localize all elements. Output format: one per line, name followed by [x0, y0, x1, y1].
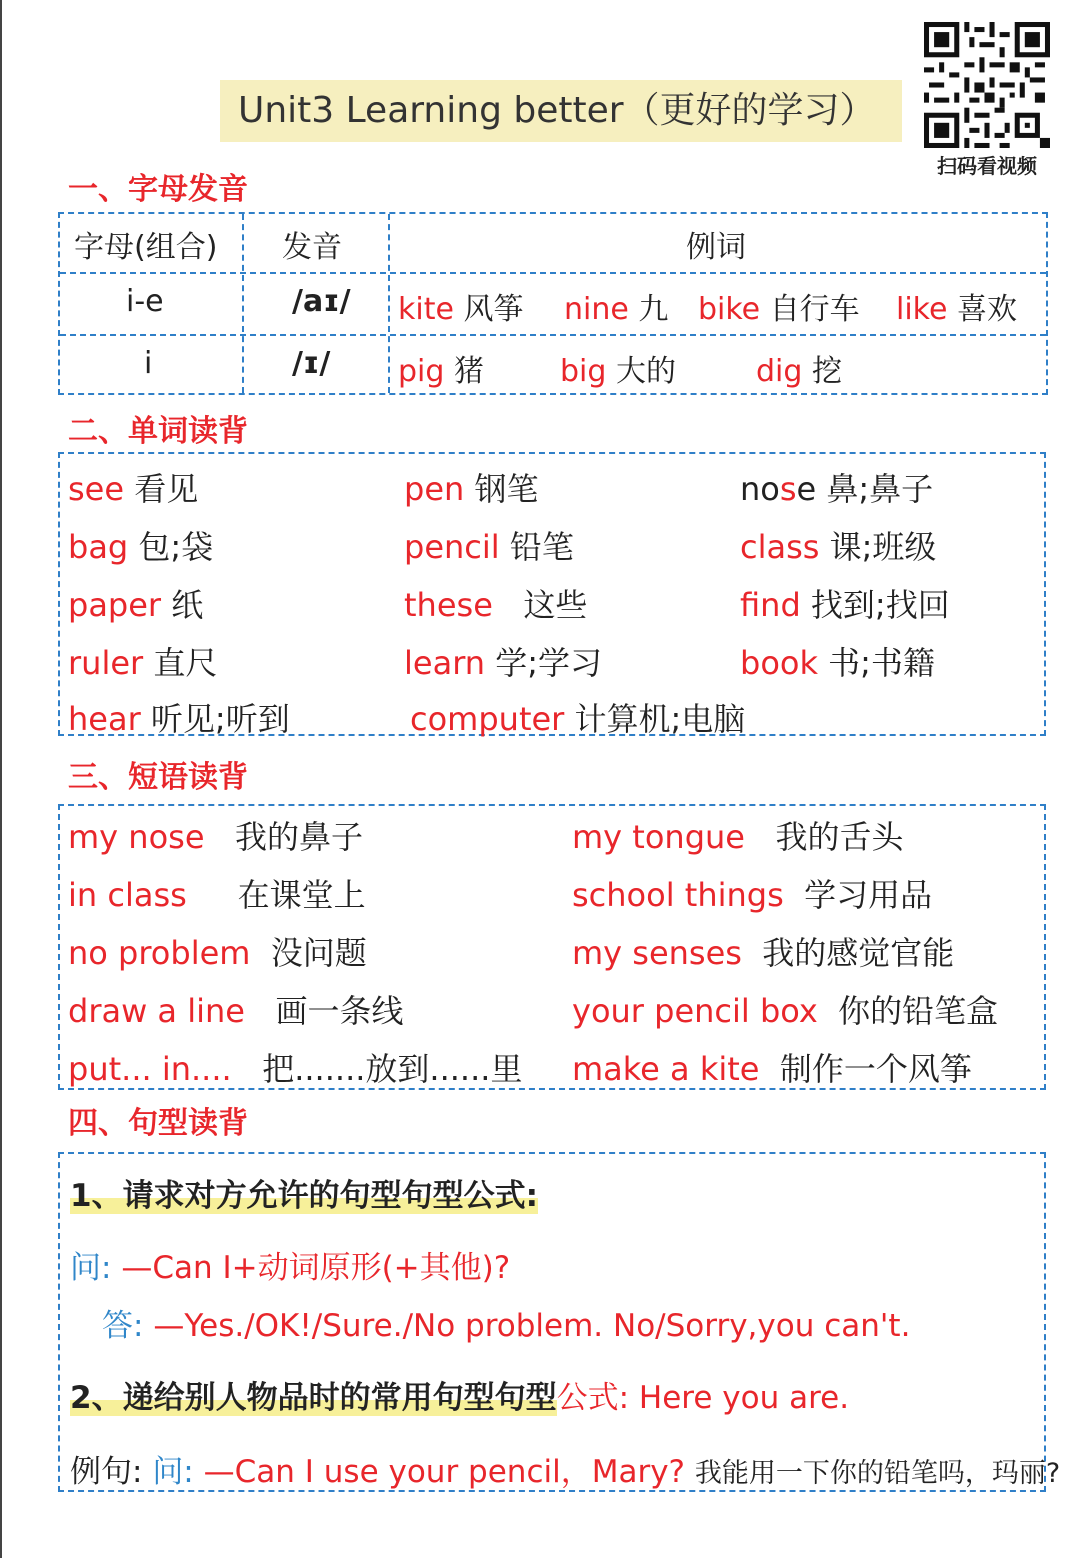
table-divider: [60, 334, 1046, 336]
word-item: book 书;书籍: [740, 644, 935, 682]
word-item: ruler 直尺: [68, 644, 218, 682]
row-letter: i-e: [126, 284, 164, 319]
sentences-box: [58, 1152, 1061, 1492]
phrase-item: no problem 没问题: [68, 934, 367, 972]
phrase-item: in class 在课堂上: [68, 876, 366, 914]
example-word: big 大的: [560, 354, 676, 389]
phrase-item: your pencil box 你的铅笔盒: [572, 992, 999, 1030]
example-word: bike 自行车: [698, 292, 860, 327]
phrase-item: put... in.... 把.......放到......里: [68, 1050, 523, 1088]
section-heading-pronunciation: 一、字母发音: [68, 172, 248, 207]
word-item: bag 包;袋: [68, 528, 214, 566]
example-word: kite 风筝: [398, 292, 524, 327]
word-item: pencil 铅笔: [404, 528, 574, 566]
word-item: see 看见: [68, 470, 199, 508]
word-item: these 这些: [404, 586, 588, 624]
word-item: find 找到;找回: [740, 586, 950, 624]
word-item: nose 鼻;鼻子: [740, 470, 934, 508]
table-divider: [388, 214, 390, 393]
pattern-1-title: 1、请求对方允许的句型句型公式:: [70, 1178, 538, 1214]
section-heading-phrases: 三、短语读背: [68, 760, 248, 795]
word-item: learn 学;学习: [404, 644, 603, 682]
word-item: class 课;班级: [740, 528, 937, 566]
section-heading-words: 二、单词读背: [68, 414, 248, 449]
phrase-item: my senses 我的感觉官能: [572, 934, 955, 972]
example-word: pig 猪: [398, 354, 484, 389]
word-item: paper 纸: [68, 586, 204, 624]
phrase-item: make a kite 制作一个风筝: [572, 1050, 972, 1088]
row-sound: /ɪ/: [292, 346, 331, 381]
example-word: nine 九: [564, 292, 669, 327]
example-sentence: 例句: 问: —Can I use your pencil，Mary? 我能用一下你的铅笔吗，玛丽?: [70, 1454, 1061, 1490]
table-divider: [60, 272, 1046, 274]
col-header-sound: 发音: [282, 230, 342, 265]
example-word: like 喜欢: [896, 292, 1017, 327]
row-sound: /aɪ/: [292, 284, 351, 319]
phrase-item: my tongue 我的舌头: [572, 818, 904, 856]
word-item: pen 钢笔: [404, 470, 539, 508]
answer-formula: 答: —Yes./OK!/Sure./No problem. No/Sorry,you can't.: [102, 1308, 911, 1344]
phrase-item: my nose 我的鼻子: [68, 818, 364, 856]
phonics-table: [58, 212, 1048, 395]
example-word: dig 挖: [756, 354, 842, 389]
qr-code-icon[interactable]: [924, 22, 1050, 148]
pattern-2-title: 2、递给别人物品时的常用句型句型公式: Here you are.: [70, 1380, 850, 1416]
page-title: Unit3 Learning better（更好的学习）: [220, 80, 902, 142]
phrases-box: [58, 804, 1046, 1090]
section-heading-sentences: 四、句型读背: [68, 1106, 248, 1141]
col-header-examples: 例词: [686, 230, 746, 265]
words-box: [58, 452, 1046, 736]
col-header-letter: 字母(组合): [74, 230, 218, 265]
word-item: computer 计算机;电脑: [410, 700, 746, 738]
qr-caption: 扫码看视频: [937, 154, 1037, 178]
word-item: hear 听见;听到: [68, 700, 290, 738]
row-letter: i: [144, 346, 153, 381]
question-formula: 问: —Can I+动词原形(+其他)?: [70, 1250, 511, 1286]
table-divider: [242, 214, 244, 393]
phrase-item: draw a line 画一条线: [68, 992, 404, 1030]
phrase-item: school things 学习用品: [572, 876, 933, 914]
